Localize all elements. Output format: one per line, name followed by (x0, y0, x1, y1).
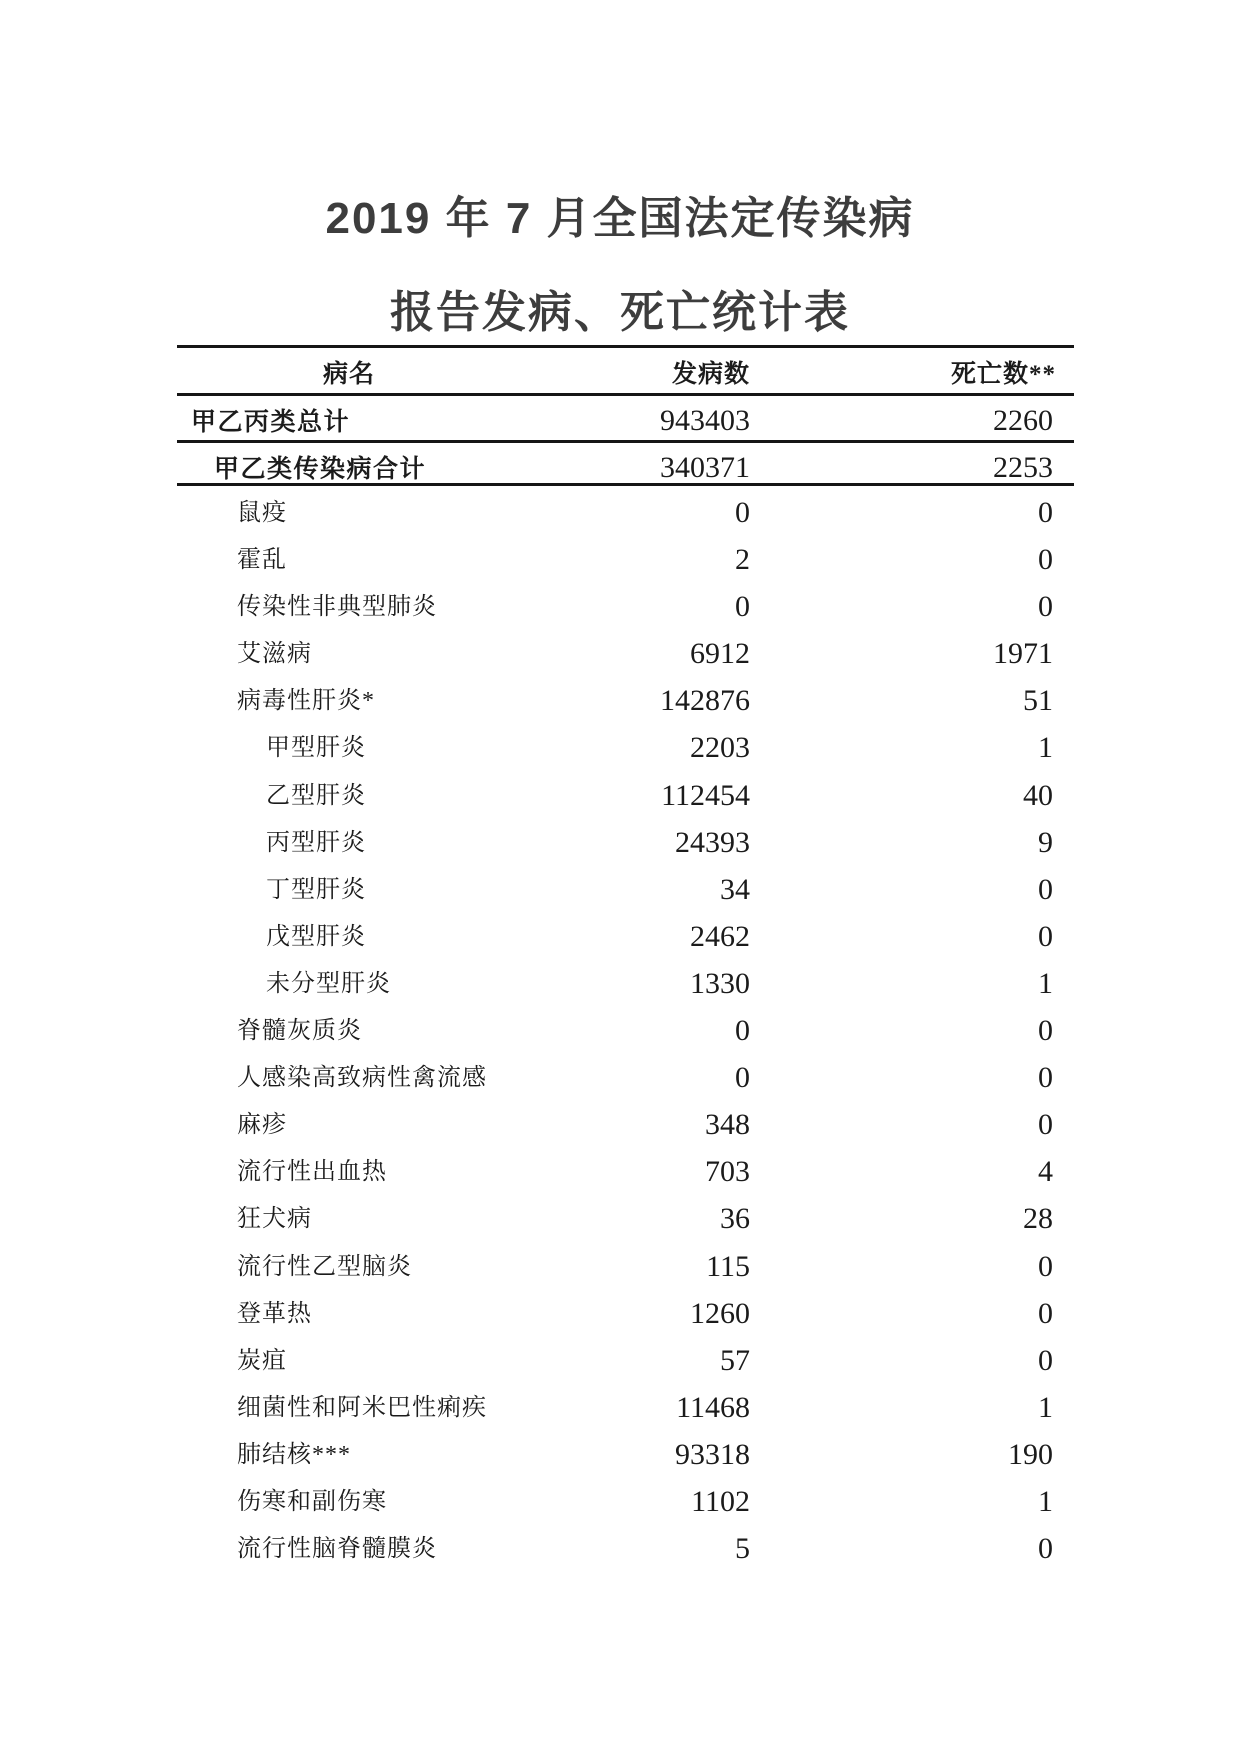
disease-name: 霍乱 (237, 547, 287, 574)
deaths-value: 0 (1038, 590, 1053, 624)
disease-name: 细菌性和阿米巴性痢疾 (237, 1394, 487, 1421)
deaths-value: 0 (1038, 1061, 1053, 1095)
cases-value: 1260 (690, 1296, 750, 1330)
table-row (177, 671, 1074, 718)
column-header-deaths: 死亡数** (950, 361, 1056, 388)
disease-name: 丙型肝炎 (266, 829, 366, 856)
table-row (177, 1519, 1074, 1566)
disease-name: 传染性非典型肺炎 (237, 594, 437, 621)
disease-name: 戊型肝炎 (266, 923, 366, 950)
disease-name: 麻疹 (237, 1112, 287, 1139)
disease-name: 乙型肝炎 (266, 782, 366, 809)
deaths-value: 1971 (993, 637, 1053, 671)
deaths-value: 0 (1038, 543, 1053, 577)
deaths-value: 0 (1038, 1343, 1053, 1377)
deaths-value: 28 (1023, 1202, 1053, 1236)
deaths-value: 51 (1023, 684, 1053, 718)
table-row (177, 1472, 1074, 1519)
cases-value: 112454 (661, 778, 750, 812)
cases-value: 24393 (675, 825, 750, 859)
cases-value: 5 (735, 1532, 750, 1566)
cases-value: 943403 (660, 404, 750, 437)
disease-name: 病毒性肝炎* (237, 688, 375, 715)
cases-value: 2203 (690, 731, 750, 765)
cases-value: 11468 (676, 1390, 750, 1424)
disease-name: 伤寒和副伤寒 (237, 1488, 387, 1515)
disease-name: 登革热 (237, 1300, 312, 1327)
table-row (177, 530, 1074, 577)
table-row (177, 718, 1074, 765)
table-row (177, 1284, 1074, 1331)
deaths-value: 4 (1038, 1155, 1053, 1189)
table-row (177, 813, 1074, 860)
deaths-value: 1 (1038, 966, 1053, 1000)
table-row (177, 624, 1074, 671)
table-row (177, 907, 1074, 954)
table-row (177, 1001, 1074, 1048)
deaths-value: 0 (1038, 496, 1053, 529)
deaths-value: 0 (1038, 1014, 1053, 1048)
cases-value: 1102 (691, 1484, 750, 1518)
disease-name: 肺结核*** (237, 1441, 351, 1468)
table-row (177, 766, 1074, 813)
cases-value: 36 (720, 1202, 750, 1236)
table-row (177, 1331, 1074, 1378)
column-header-cases: 发病数 (671, 361, 750, 388)
cases-value: 348 (705, 1108, 750, 1142)
disease-name: 鼠疫 (237, 500, 287, 526)
disease-name: 流行性脑脊髓膜炎 (237, 1536, 437, 1563)
disease-name: 艾滋病 (237, 641, 312, 668)
cases-value: 2 (735, 543, 750, 577)
cases-value: 340371 (660, 451, 750, 484)
summary-name: 甲乙类传染病合计 (214, 456, 427, 483)
deaths-value: 0 (1038, 1108, 1053, 1142)
cases-value: 142876 (660, 684, 750, 718)
cases-value: 0 (735, 496, 750, 529)
deaths-value: 9 (1038, 825, 1053, 859)
table-row (177, 1425, 1074, 1472)
table-row (177, 483, 1074, 530)
disease-name: 炭疽 (237, 1347, 287, 1374)
table-row (177, 1237, 1074, 1284)
summary-row-total-ab (177, 440, 1074, 483)
document-title-line2: 报告发病、死亡统计表 (390, 288, 850, 337)
disease-name: 狂犬病 (237, 1206, 312, 1233)
cases-value: 115 (706, 1249, 750, 1283)
cases-value: 0 (735, 590, 750, 624)
table-row (177, 1142, 1074, 1189)
cases-value: 1330 (690, 966, 750, 1000)
summary-name: 甲乙丙类总计 (191, 409, 351, 436)
deaths-value: 1 (1038, 731, 1053, 765)
cases-value: 2462 (690, 919, 750, 953)
disease-name: 脊髓灰质炎 (237, 1018, 362, 1045)
cases-value: 0 (735, 1061, 750, 1095)
table-row (177, 1189, 1074, 1236)
deaths-value: 0 (1038, 872, 1053, 906)
table-row (177, 1095, 1074, 1142)
deaths-value: 0 (1038, 1249, 1053, 1283)
disease-rows-section (177, 483, 1074, 1566)
table-row (177, 860, 1074, 907)
cases-value: 57 (720, 1343, 750, 1377)
deaths-value: 190 (1008, 1437, 1053, 1471)
cases-value: 93318 (675, 1437, 750, 1471)
disease-name: 未分型肝炎 (266, 970, 391, 997)
deaths-value: 40 (1023, 778, 1053, 812)
deaths-value: 0 (1038, 1532, 1053, 1566)
table-header-row (177, 345, 1074, 393)
statistics-table (177, 345, 1074, 1575)
disease-name: 丁型肝炎 (266, 876, 366, 903)
column-header-disease-name: 病名 (322, 361, 376, 388)
deaths-value: 2260 (993, 404, 1053, 437)
disease-name: 人感染高致病性禽流感 (237, 1065, 487, 1092)
table-row (177, 954, 1074, 1001)
summary-row-total-abc (177, 393, 1074, 440)
table-row (177, 1048, 1074, 1095)
deaths-value: 0 (1038, 919, 1053, 953)
table-row (177, 1378, 1074, 1425)
deaths-value: 1 (1038, 1390, 1053, 1424)
document-title-line1: 2019 年 7 月全国法定传染病 (325, 194, 915, 243)
deaths-value: 0 (1038, 1296, 1053, 1330)
cases-value: 703 (705, 1155, 750, 1189)
cases-value: 34 (720, 872, 750, 906)
disease-name: 流行性出血热 (237, 1159, 387, 1186)
deaths-value: 2253 (993, 451, 1053, 484)
disease-name: 甲型肝炎 (266, 735, 366, 762)
cases-value: 6912 (690, 637, 750, 671)
cases-value: 0 (735, 1014, 750, 1048)
table-row (177, 577, 1074, 624)
disease-name: 流行性乙型脑炎 (237, 1253, 412, 1280)
deaths-value: 1 (1038, 1484, 1053, 1518)
